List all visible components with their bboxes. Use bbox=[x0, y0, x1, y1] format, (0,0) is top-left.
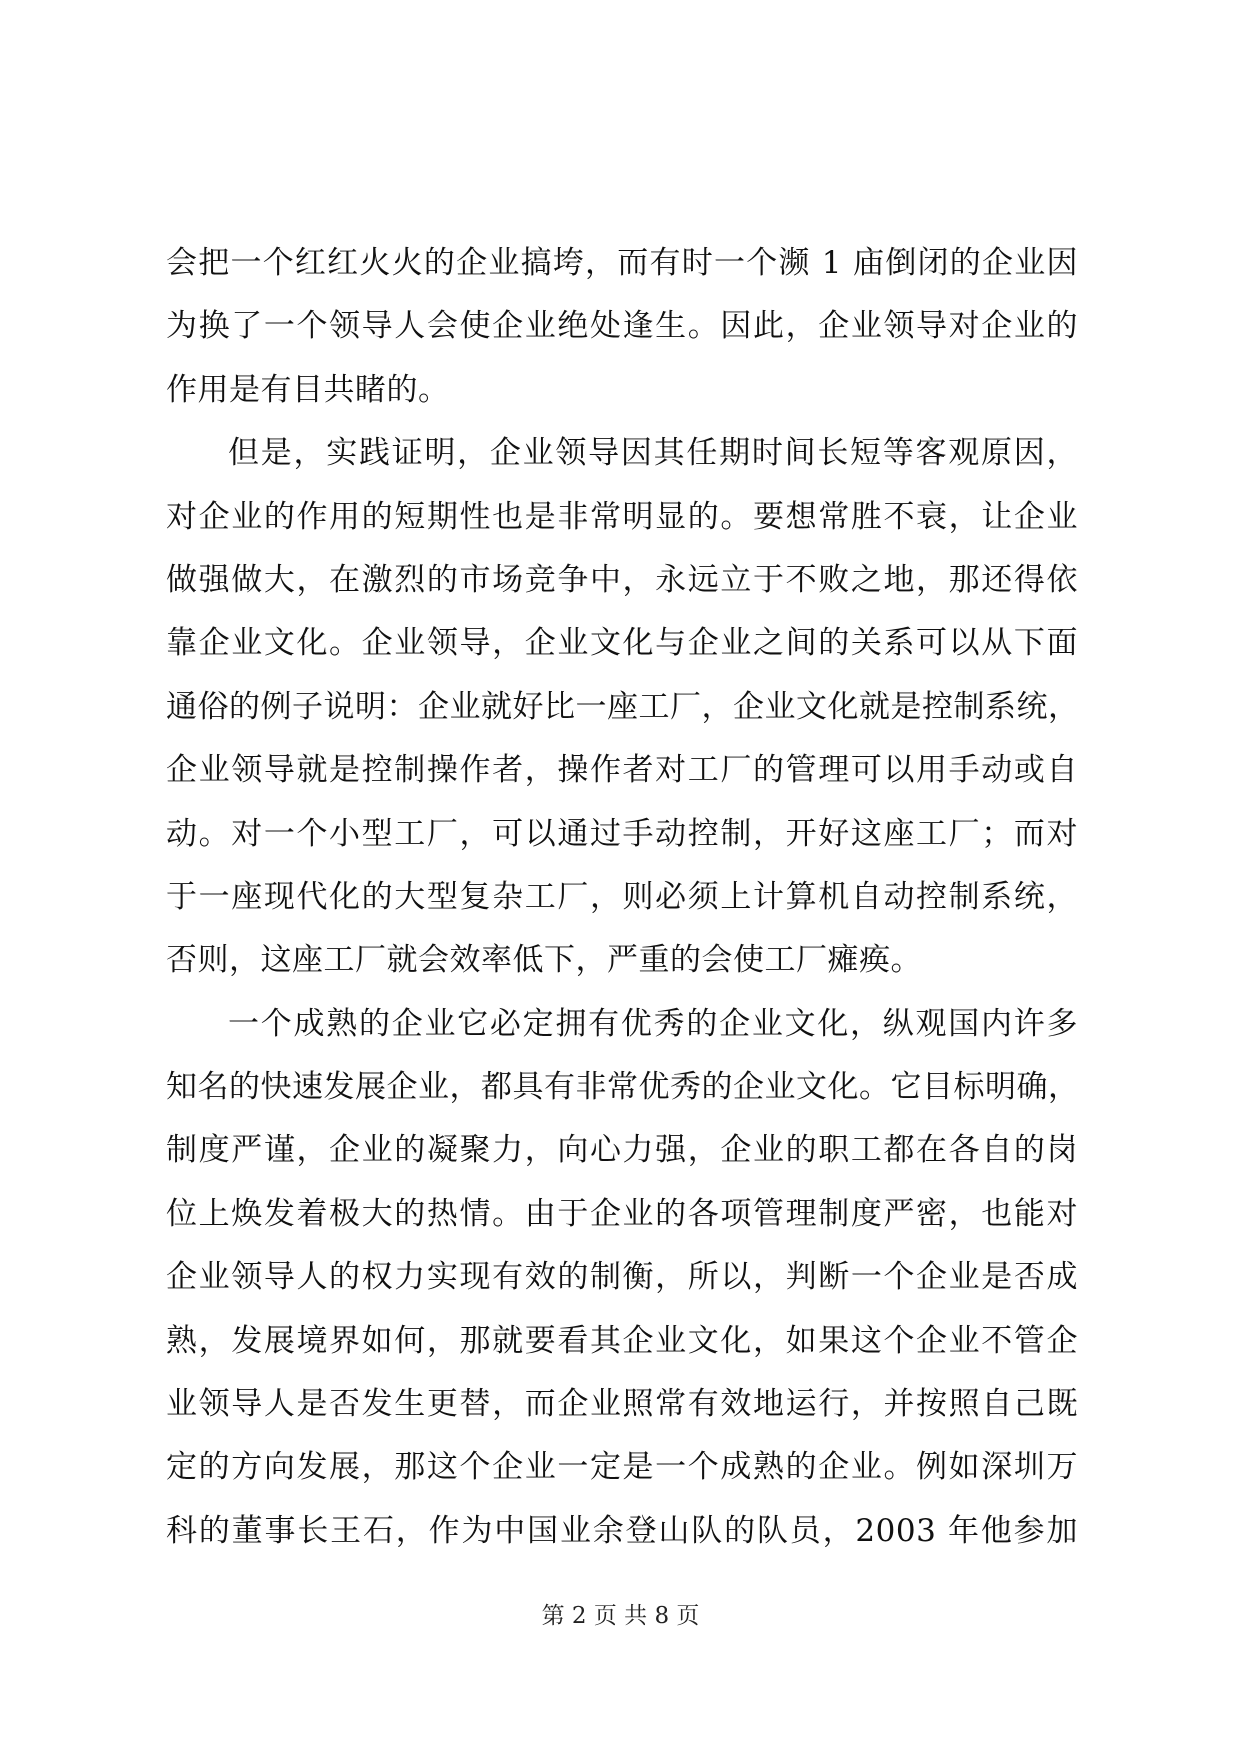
text-line: 否则，这座工厂就会效率低下，严重的会使工厂瘫痪。 bbox=[166, 942, 922, 979]
text-line: 为换了一个领导人会使企业绝处逢生。因此，企业领导对企业的 bbox=[166, 308, 1078, 345]
text-line: 于一座现代化的大型复杂工厂，则必须上计算机自动控制系统， bbox=[166, 878, 1078, 915]
body-text bbox=[166, 232, 1078, 1563]
page-number-footer: 第 2 页 共 8 页 bbox=[541, 1603, 700, 1629]
text-line: 靠企业文化。企业领导，企业文化与企业之间的关系可以从下面 bbox=[166, 625, 1078, 662]
text-line: 企业领导就是控制操作者，操作者对工厂的管理可以用手动或自 bbox=[166, 752, 1078, 789]
text-line: 位上焕发着极大的热情。由于企业的各项管理制度严密，也能对 bbox=[166, 1195, 1078, 1232]
text-line: 作用是有目共睹的。 bbox=[166, 371, 450, 408]
text-line: 业领导人是否发生更替，而企业照常有效地运行，并按照自己既 bbox=[166, 1386, 1078, 1423]
text-line: 知名的快速发展企业，都具有非常优秀的企业文化。它目标明确， bbox=[166, 1069, 1080, 1106]
paragraph-first-line: 但是，实践证明，企业领导因其任期时间长短等客观原因， bbox=[228, 435, 1078, 472]
text-line: 制度严谨，企业的凝聚力，向心力强，企业的职工都在各自的岗 bbox=[166, 1132, 1078, 1169]
text-line: 科的董事长王石，作为中国业余登山队的队员，2003 年他参加 bbox=[166, 1512, 1078, 1549]
text-line: 通俗的例子说明：企业就好比一座工厂，企业文化就是控制系统， bbox=[166, 688, 1080, 725]
text-line: 熟，发展境界如何，那就要看其企业文化，如果这个企业不管企 bbox=[166, 1322, 1078, 1359]
text-line: 定的方向发展，那这个企业一定是一个成熟的企业。例如深圳万 bbox=[166, 1449, 1078, 1486]
text-line: 会把一个红红火火的企业搞垮，而有时一个濒 1 庙倒闭的企业因 bbox=[166, 245, 1078, 281]
text-line: 企业领导人的权力实现有效的制衡，所以，判断一个企业是否成 bbox=[166, 1259, 1078, 1296]
paragraph-first-line: 一个成熟的企业它必定拥有优秀的企业文化，纵观国内许多 bbox=[228, 1005, 1078, 1042]
text-line: 动。对一个小型工厂，可以通过手动控制，开好这座工厂；而对 bbox=[166, 815, 1078, 852]
text-line: 对企业的作用的短期性也是非常明显的。要想常胜不衰，让企业 bbox=[166, 498, 1078, 535]
text-line: 做强做大，在激烈的市场竞争中，永远立于不败之地，那还得依 bbox=[166, 561, 1078, 598]
